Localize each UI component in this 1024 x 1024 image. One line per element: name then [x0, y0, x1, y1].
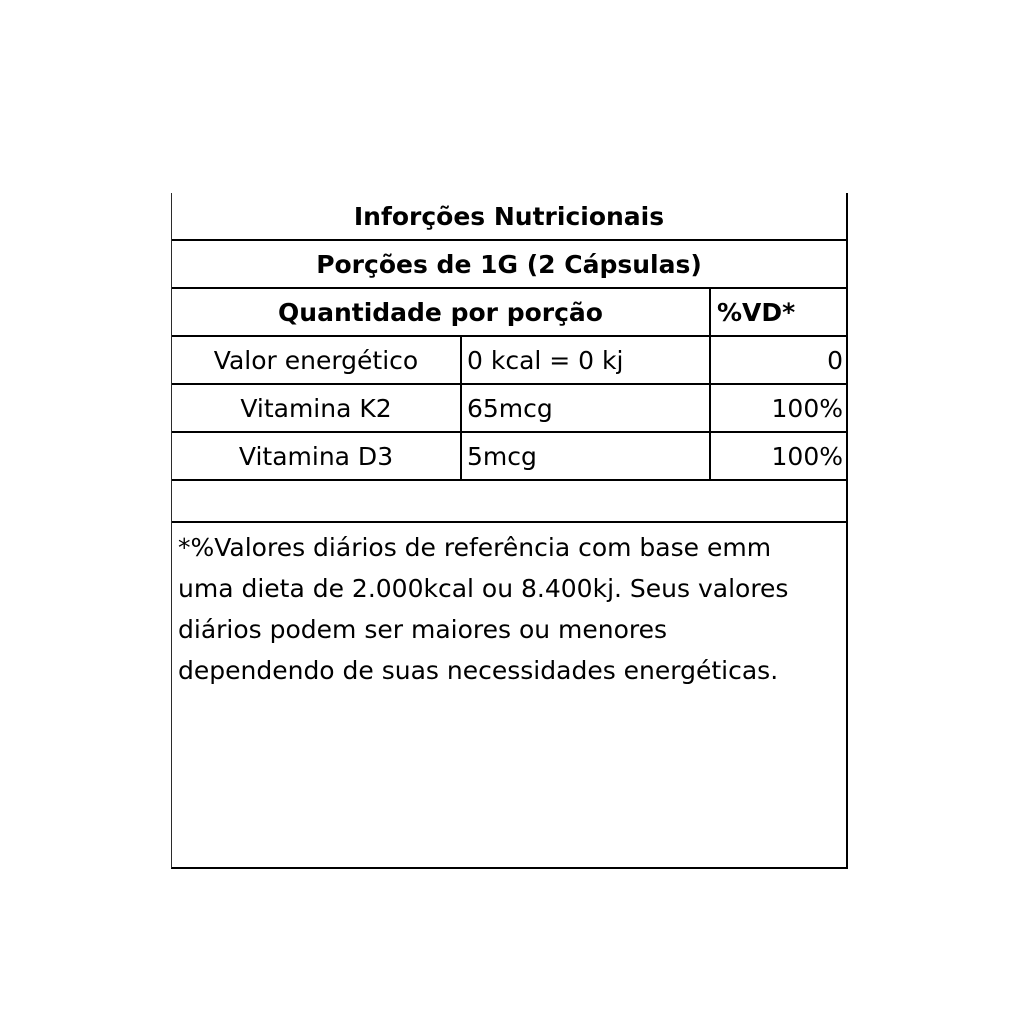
- nutrient-name: Vitamina K2: [172, 385, 462, 431]
- nutrient-amount: 65mcg: [462, 385, 711, 431]
- table-row: [172, 385, 846, 433]
- nutrient-daily-value: 100%: [771, 441, 843, 471]
- nutrition-facts-table: [171, 193, 848, 869]
- table-header-row: [172, 289, 846, 337]
- nutrient-amount: 0 kcal = 0 kj: [462, 337, 711, 383]
- table-row: [172, 433, 846, 481]
- nutrient-name: Valor energético: [172, 337, 462, 383]
- table-row: [172, 337, 846, 385]
- footnote: *%Valores diários de referência com base emm uma dieta de 2.000kcal ou 8.400kj. Seus valores diários podem ser maiores ou menores dependendo de suas necessidades energéticas.: [178, 533, 789, 685]
- nutrient-name: Vitamina D3: [172, 433, 462, 479]
- header-quantity: Quantidade por porção: [172, 289, 711, 335]
- nutrient-daily-value: 100%: [771, 393, 843, 423]
- portion-size: Porções de 1G (2 Cápsulas): [172, 241, 846, 289]
- header-daily-value: %VD*: [717, 297, 796, 327]
- table-title: Inforções Nutricionais: [172, 193, 846, 241]
- nutrient-daily-value: 0: [827, 345, 843, 375]
- empty-row: [172, 481, 846, 523]
- nutrient-amount: 5mcg: [462, 433, 711, 479]
